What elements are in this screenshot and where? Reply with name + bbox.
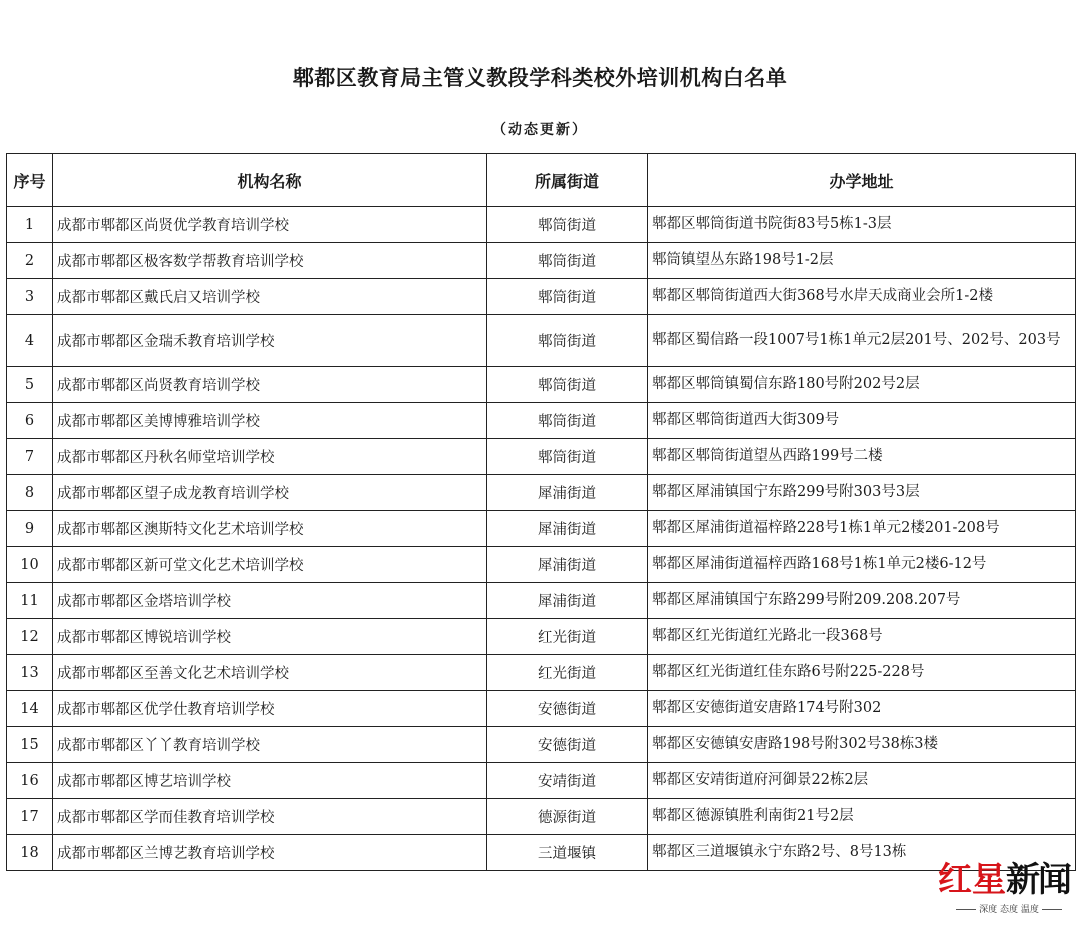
school-address: 郫都区三道堰镇永宁东路2号、8号13栋 <box>648 835 1076 871</box>
table-row <box>7 655 1076 691</box>
institution-name: 成都市郫都区优学仕教育培训学校 <box>53 691 487 727</box>
row-number: 11 <box>7 583 53 619</box>
row-number: 10 <box>7 547 53 583</box>
row-number: 3 <box>7 279 53 315</box>
row-number: 2 <box>7 243 53 279</box>
street-name: 三道堰镇 <box>487 835 648 871</box>
street-name: 郫筒街道 <box>487 279 648 315</box>
table-row <box>7 367 1076 403</box>
header-name: 机构名称 <box>53 154 487 207</box>
street-name: 郫筒街道 <box>487 207 648 243</box>
row-number: 7 <box>7 439 53 475</box>
school-address: 郫都区郫筒街道书院街83号5栋1-3层 <box>648 207 1076 243</box>
institution-name: 成都市郫都区学而佳教育培训学校 <box>53 799 487 835</box>
institution-name: 成都市郫都区美博博雅培训学校 <box>53 403 487 439</box>
row-number: 4 <box>7 315 53 367</box>
table-row <box>7 547 1076 583</box>
street-name: 安德街道 <box>487 691 648 727</box>
row-number: 8 <box>7 475 53 511</box>
school-address: 郫都区犀浦街道福梓路228号1栋1单元2楼201-208号 <box>648 511 1076 547</box>
row-number: 13 <box>7 655 53 691</box>
logo-tagline: 深度 态度 温度 <box>946 902 1072 915</box>
school-address: 郫都区犀浦街道福梓西路168号1栋1单元2楼6-12号 <box>648 547 1076 583</box>
school-address: 郫都区郫筒街道望丛西路199号二楼 <box>648 439 1076 475</box>
school-address: 郫都区蜀信路一段1007号1栋1单元2层201号、202号、203号 <box>648 315 1076 367</box>
school-address: 郫都区犀浦镇国宁东路299号附303号3层 <box>648 475 1076 511</box>
table-row <box>7 763 1076 799</box>
logo-text <box>938 852 1070 901</box>
header-no: 序号 <box>7 154 53 207</box>
school-address: 郫都区红光街道红光路北一段368号 <box>648 619 1076 655</box>
institution-name: 成都市郫都区金瑞禾教育培训学校 <box>53 315 487 367</box>
school-address: 郫都区安靖街道府河御景22栋2层 <box>648 763 1076 799</box>
institution-name: 成都市郫都区金塔培训学校 <box>53 583 487 619</box>
table-row <box>7 207 1076 243</box>
institution-name: 成都市郫都区极客数学帮教育培训学校 <box>53 243 487 279</box>
table-row <box>7 279 1076 315</box>
table-row <box>7 439 1076 475</box>
street-name: 犀浦街道 <box>487 475 648 511</box>
institution-name: 成都市郫都区澳斯特文化艺术培训学校 <box>53 511 487 547</box>
street-name: 犀浦街道 <box>487 547 648 583</box>
table-body <box>7 207 1076 871</box>
street-name: 郫筒街道 <box>487 315 648 367</box>
row-number: 6 <box>7 403 53 439</box>
institution-name: 成都市郫都区戴氏启又培训学校 <box>53 279 487 315</box>
street-name: 郫筒街道 <box>487 403 648 439</box>
school-address: 郫都区郫筒街道西大街368号水岸天成商业会所1-2楼 <box>648 279 1076 315</box>
street-name: 郫筒街道 <box>487 439 648 475</box>
table-row <box>7 511 1076 547</box>
row-number: 1 <box>7 207 53 243</box>
table-row <box>7 583 1076 619</box>
institution-name: 成都市郫都区兰博艺教育培训学校 <box>53 835 487 871</box>
table-row <box>7 315 1076 367</box>
header-street: 所属街道 <box>487 154 648 207</box>
table-row <box>7 799 1076 835</box>
table-row <box>7 475 1076 511</box>
school-address: 郫都区安德镇安唐路198号附302号38栋3楼 <box>648 727 1076 763</box>
street-name: 郫筒街道 <box>487 243 648 279</box>
street-name: 犀浦街道 <box>487 583 648 619</box>
school-address: 郫都区郫筒镇蜀信东路180号附202号2层 <box>648 367 1076 403</box>
street-name: 红光街道 <box>487 619 648 655</box>
logo-brand-red: 红星 <box>938 860 1006 900</box>
row-number: 15 <box>7 727 53 763</box>
school-address: 郫都区犀浦镇国宁东路299号附209.208.207号 <box>648 583 1076 619</box>
school-address: 郫都区郫筒街道西大街309号 <box>648 403 1076 439</box>
school-address: 郫都区安德街道安唐路174号附302 <box>648 691 1076 727</box>
document-subtitle: （动态更新） <box>492 122 588 138</box>
document-title: 郫都区教育局主管义教段学科类校外培训机构白名单 <box>292 66 788 90</box>
street-name: 犀浦街道 <box>487 511 648 547</box>
street-name: 红光街道 <box>487 655 648 691</box>
row-number: 12 <box>7 619 53 655</box>
institution-name: 成都市郫都区望子成龙教育培训学校 <box>53 475 487 511</box>
row-number: 9 <box>7 511 53 547</box>
street-name: 安靖街道 <box>487 763 648 799</box>
institution-name: 成都市郫都区尚贤优学教育培训学校 <box>53 207 487 243</box>
table-header-row <box>7 154 1076 207</box>
street-name: 德源街道 <box>487 799 648 835</box>
table-row <box>7 243 1076 279</box>
table-row <box>7 403 1076 439</box>
institution-name: 成都市郫都区尚贤教育培训学校 <box>53 367 487 403</box>
institution-name: 成都市郫都区博锐培训学校 <box>53 619 487 655</box>
institution-name: 成都市郫都区至善文化艺术培训学校 <box>53 655 487 691</box>
institution-name: 成都市郫都区丫丫教育培训学校 <box>53 727 487 763</box>
row-number: 14 <box>7 691 53 727</box>
school-address: 郫都区红光街道红佳东路6号附225-228号 <box>648 655 1076 691</box>
institution-name: 成都市郫都区博艺培训学校 <box>53 763 487 799</box>
header-address: 办学地址 <box>648 154 1076 207</box>
row-number: 5 <box>7 367 53 403</box>
table-row <box>7 727 1076 763</box>
row-number: 17 <box>7 799 53 835</box>
institution-name: 成都市郫都区丹秋名师堂培训学校 <box>53 439 487 475</box>
school-address: 郫筒镇望丛东路198号1-2层 <box>648 243 1076 279</box>
row-number: 16 <box>7 763 53 799</box>
watermark-logo <box>938 852 1078 918</box>
logo-brand-dark: 新闻 <box>1006 860 1070 900</box>
table-row <box>7 619 1076 655</box>
table-row <box>7 835 1076 871</box>
school-address: 郫都区德源镇胜利南街21号2层 <box>648 799 1076 835</box>
street-name: 郫筒街道 <box>487 367 648 403</box>
street-name: 安德街道 <box>487 727 648 763</box>
table-row <box>7 691 1076 727</box>
whitelist-table <box>6 153 1076 871</box>
row-number: 18 <box>7 835 53 871</box>
institution-name: 成都市郫都区新可堂文化艺术培训学校 <box>53 547 487 583</box>
